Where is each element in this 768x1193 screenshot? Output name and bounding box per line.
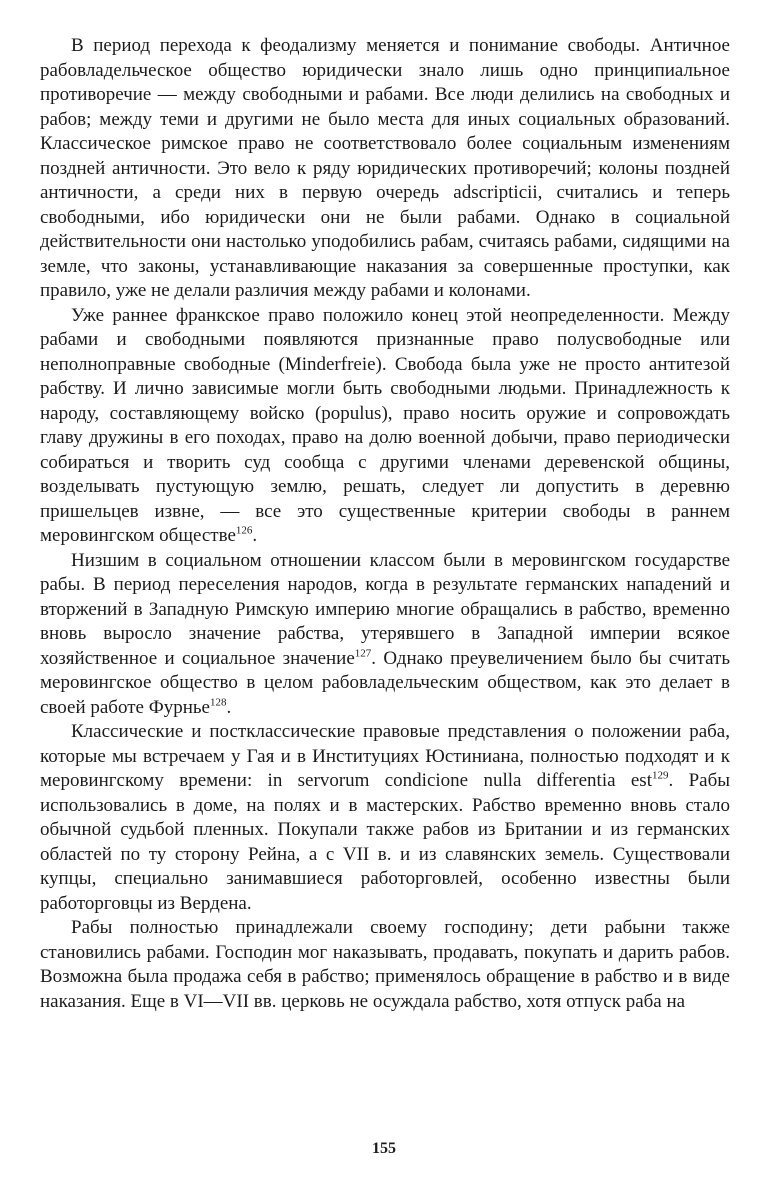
paragraph-3	[40, 549, 730, 721]
paragraph-3-tail: .	[226, 696, 232, 718]
paragraph-2	[40, 304, 730, 549]
paragraph-1	[40, 34, 730, 304]
paragraph-3-middle: . Однако преувеличением было бы считать меровингское общество в целом рабовладельческим обществом, как это делает в своей работе Фурнье	[40, 647, 730, 718]
paragraph-2-text: Уже раннее франкское право положило конец этой неопределенности. Между рабами и свободными появляются признанные право полусвободные или неполноправные свободные (Minderfreie). Свобода была уже не просто антитезой рабству. И лично зависимые могли быть свободными людьми. Принадлежность к народу, составляющему войско (populus), право носить оружие и сопровождать главу дружины в его походах, право на долю военной добычи, право периодически собираться и творить суд сообща с другими членами деревенской общины, возделывать пустующую землю, решать, следует ли допустить в деревню пришельцев извне, — все это существенные критерии свободы в раннем меровингском обществе	[40, 304, 730, 546]
footnote-ref-128[interactable]: 128	[209, 696, 227, 709]
paragraph-5-text: Рабы полностью принадлежали своему господину; дети рабыни также становились рабами. Господин мог наказывать, продавать, покупать и дарить рабов. Возможна была продажа себя в рабство; применялось обращение в рабство и в виде наказания. Еще в VI—VII вв. церковь не осуждала рабство, хотя отпуск раба на	[40, 917, 730, 1012]
paragraph-4-text: Классические и постклассические правовые представления о положении раба, которые мы встречаем у Гая и в Институциях Юстиниана, полностью подходят и к меровингскому времени: in servorum condicione nulla differentia est	[40, 721, 730, 791]
page-number: 155	[372, 1140, 396, 1157]
footnote-ref-126[interactable]: 126	[235, 524, 253, 537]
footnote-ref-127[interactable]: 127	[354, 647, 372, 660]
paragraph-5	[40, 916, 730, 1014]
footnote-ref-129[interactable]: 129	[651, 769, 669, 782]
page-body	[40, 34, 730, 1014]
paragraph-4	[40, 720, 730, 916]
paragraph-4-tail: . Рабы использовались в доме, на полях и в мастерских. Рабство временно вновь стало обычной судьбой пленных. Покупали также рабов из Британии и из германских областей по ту сторону Рейна, а с VII в. и из славянских земель. Существовали купцы, специально занимавшиеся работорговлей, особенно известны были работорговцы из Вердена.	[40, 770, 730, 914]
paragraph-2-tail: .	[252, 525, 258, 546]
paragraph-1-text: В период перехода к феодализму меняется и понимание свободы. Античное рабовладельческое общество юридически знало лишь одно принципиальное противоречие — между свободными и рабами. Все люди делились на свободных и рабов; между теми и другими не было места для иных социальных образований. Классическое римское право не соответствовало более социальным изменениям поздней античности. Это вело к ряду юридических противоречий; колоны поздней античности, а среди них в первую очередь adscripticii, считались и теперь свободными, ибо юридически они не были рабами. Однако в социальной действительности они настолько уподобились рабам, считаясь рабами, сидящими на земле, что законы, устанавливающие наказания за совершенные проступки, как правило, уже не делали различия между рабами и колонами.	[40, 35, 730, 301]
paragraph-3-text: Низшим в социальном отношении классом были в меровингском государстве рабы. В период переселения народов, когда в результате германских нападений и вторжений в Западную Римскую империю многие обращались в рабство, временно вновь выросло значение рабства, утерявшего в Западной империи всякое хозяйственное и социальное значение	[40, 549, 730, 669]
